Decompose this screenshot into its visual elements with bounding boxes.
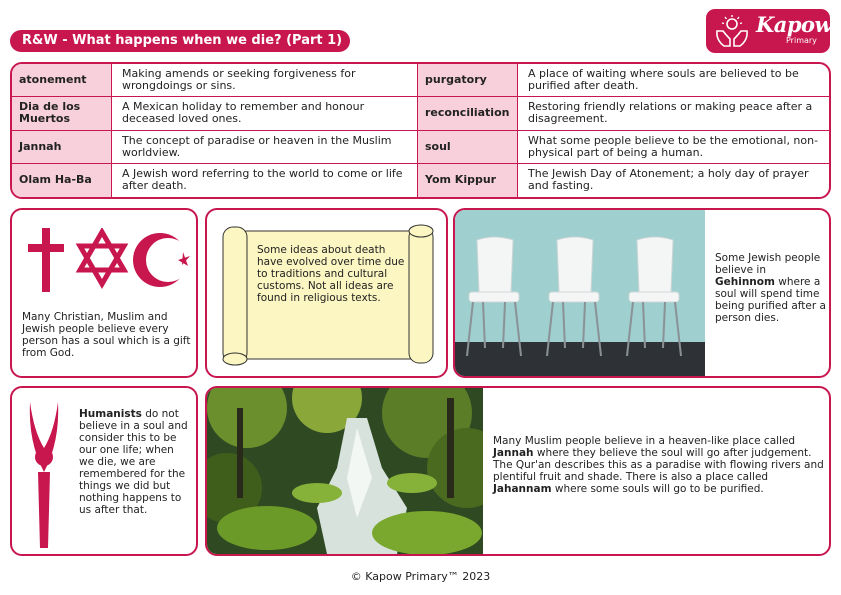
glossary-term: purgatory — [418, 64, 518, 97]
crescent-star-icon — [133, 233, 190, 287]
scroll-text: Some ideas about death have evolved over time due to traditions and cultural customs. Not all ideas are found in religious texts. — [257, 244, 405, 304]
jannah-panel — [205, 386, 831, 556]
logo-name: Kapow — [756, 12, 833, 37]
waterfall-forest-image — [207, 388, 483, 554]
glossary-definition: What some people believe to be the emotional, non-physical part of being a human. — [518, 131, 829, 164]
hands-icon — [712, 13, 752, 49]
glossary-definition: The concept of paradise or heaven in the Muslim worldview. — [112, 131, 418, 164]
humanists-text-post: do not believe in a soul and consider this to be our one life; when we die, we are remembered for the things we did but nothing happens to us after that. — [79, 408, 188, 516]
glossary-definition: Making amends or seeking forgiveness for wrongdoings or sins. — [112, 64, 418, 97]
star-of-david-icon — [80, 232, 124, 284]
page-title: R&W - What happens when we die? (Part 1) — [10, 30, 350, 52]
jannah-text-post: where some souls will go to be purified. — [551, 483, 764, 495]
kapow-logo — [706, 9, 833, 53]
humanists-panel — [10, 386, 198, 556]
empty-chairs-image — [455, 210, 705, 376]
glossary-term: Olam Ha-Ba — [12, 164, 112, 197]
happy-human-icon — [24, 402, 64, 548]
glossary-definition: Restoring friendly relations or making peace after a disagreement. — [518, 97, 829, 130]
jannah-term: Jannah — [493, 447, 534, 459]
glossary-term: reconciliation — [418, 97, 518, 130]
jahannam-term: Jahannam — [493, 483, 552, 495]
humanists-text — [79, 408, 191, 516]
gehinnom-text — [715, 252, 827, 324]
glossary-table — [10, 62, 831, 199]
jannah-text-pre: Many Muslim people believe in a heaven-like place called — [493, 435, 796, 447]
glossary-definition: A place of waiting where souls are believed to be purified after death. — [518, 64, 829, 97]
glossary-term: Jannah — [12, 131, 112, 164]
cross-icon — [28, 228, 64, 292]
logo-sub: Primary — [786, 36, 817, 45]
glossary-definition: A Jewish word referring to the world to come or life after death. — [112, 164, 418, 197]
gehinnom-text-pre: Some Jewish people believe in — [715, 252, 821, 276]
jannah-text — [493, 435, 828, 495]
scroll-panel — [205, 208, 448, 378]
glossary-term: Dia de los Muertos — [12, 97, 112, 130]
glossary-definition: The Jewish Day of Atonement; a holy day of prayer and fasting. — [528, 167, 809, 193]
humanists-term: Humanists — [79, 408, 142, 420]
gehinnom-term: Gehinnom — [715, 276, 775, 288]
symbols-panel — [10, 208, 198, 378]
symbols-text: Many Christian, Muslim and Jewish people believe every person has a soul which is a gift from God. — [22, 311, 191, 359]
gehinnom-text-post: where a soul will spend time being purified after a person dies. — [715, 276, 826, 324]
glossary-term: Yom Kippur — [418, 164, 518, 197]
glossary-term: atonement — [12, 64, 112, 97]
footer-copyright: © Kapow Primary™ 2023 — [350, 570, 491, 583]
jannah-text-mid: where they believe the soul will go after judgement. The Qur'an describes this as a paradise with flowing rivers and plentiful fruit and shade. There is also a place called — [493, 447, 824, 483]
glossary-term: soul — [418, 131, 518, 164]
gehinnom-panel — [453, 208, 831, 378]
glossary-definition: A Mexican holiday to remember and honour deceased loved ones. — [112, 97, 418, 130]
